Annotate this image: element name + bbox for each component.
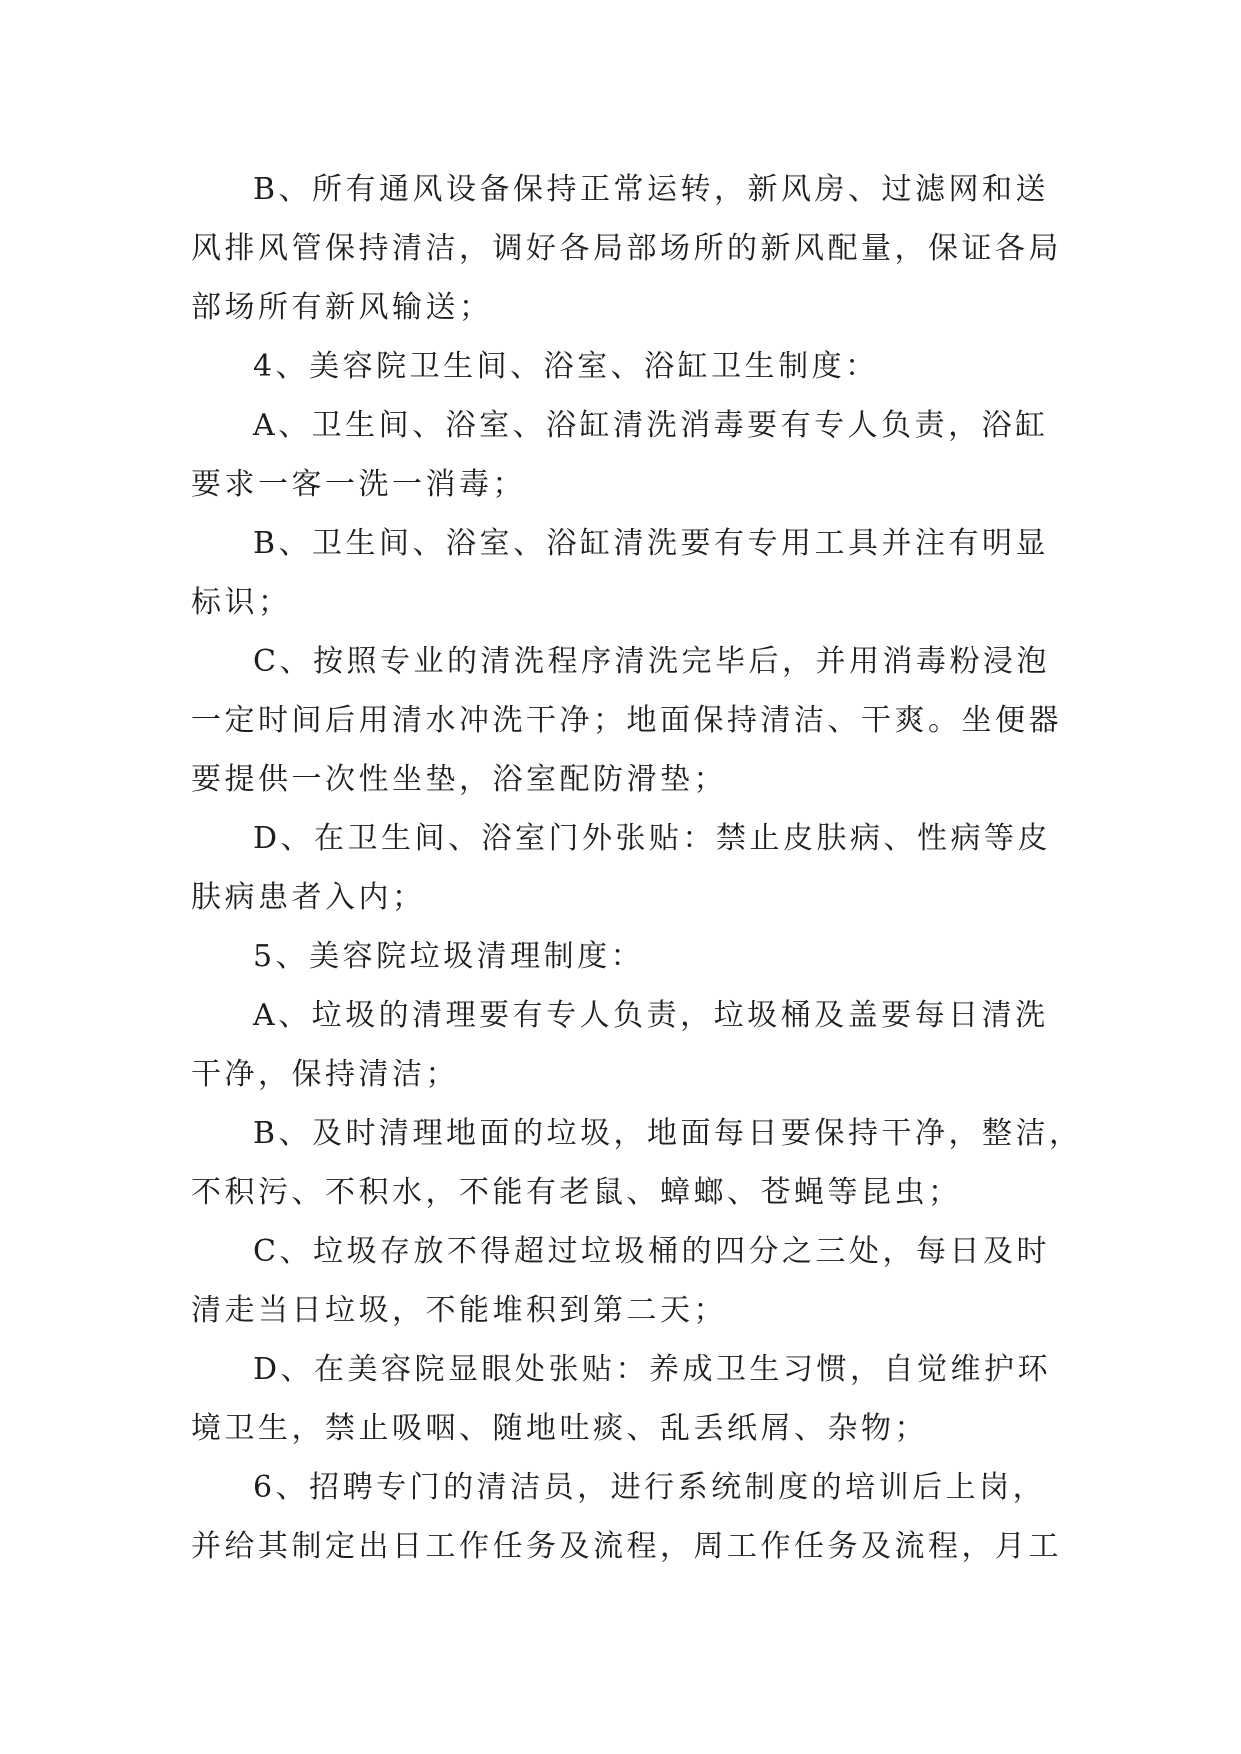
text-line: 不积污、不积水，不能有老鼠、蟑螂、苍蝇等昆虫； [191, 1175, 962, 1210]
section-heading-garbage [191, 927, 1071, 986]
text-line: B、所有通风设备保持正常运转，新风房、过滤网和送 [253, 172, 1050, 207]
text-line: A、卫生间、浴室、浴缸清洗消毒要有专人负责，浴缸 [253, 408, 1049, 443]
paragraph-garbage-c [191, 1222, 1071, 1340]
text-line: 4、美容院卫生间、浴室、浴缸卫生制度： [253, 349, 879, 384]
paragraph-ventilation-b [191, 160, 1071, 337]
text-line: 5、美容院垃圾清理制度： [253, 939, 645, 974]
text-line: 一定时间后用清水冲洗干净；地面保持清洁、干爽。坐便器 [191, 703, 1062, 738]
paragraph-garbage-b [191, 1104, 1083, 1222]
text-line: D、在卫生间、浴室门外张贴：禁止皮肤病、性病等皮 [253, 821, 1052, 856]
text-line: B、及时清理地面的垃圾，地面每日要保持干净，整洁， [253, 1116, 1083, 1151]
section-heading-bathroom [191, 337, 1071, 396]
paragraph-bathroom-d [191, 809, 1071, 927]
text-line: C、按照专业的清洗程序清洗完毕后，并用消毒粉浸泡 [253, 644, 1050, 679]
text-line: 要求一客一洗一消毒； [191, 467, 526, 502]
paragraph-bathroom-a [191, 396, 1071, 514]
text-line: C、垃圾存放不得超过垃圾桶的四分之三处，每日及时 [253, 1234, 1050, 1269]
section-heading-cleaner [191, 1458, 1071, 1576]
text-line: 风排风管保持清洁，调好各局部场所的新风配量，保证各局 [191, 231, 1062, 266]
document-body [191, 160, 1083, 1576]
text-line: A、垃圾的清理要有专人负责，垃圾桶及盖要每日清洗 [253, 998, 1049, 1033]
paragraph-garbage-a [191, 986, 1071, 1104]
text-line: 干净，保持清洁； [191, 1057, 459, 1092]
text-line: 标识； [191, 585, 292, 620]
text-line: 并给其制定出日工作任务及流程，周工作任务及流程，月工 [191, 1529, 1062, 1564]
text-line: 部场所有新风输送； [191, 290, 493, 325]
text-line: 肤病患者入内； [191, 880, 426, 915]
text-line: 6、招聘专门的清洁员，进行系统制度的培训后上岗， [253, 1470, 1047, 1505]
text-line: D、在美容院显眼处张贴：养成卫生习惯，自觉维护环 [253, 1352, 1052, 1387]
text-line: 境卫生，禁止吸咽、随地吐痰、乱丢纸屑、杂物； [191, 1411, 928, 1446]
text-line: B、卫生间、浴室、浴缸清洗要有专用工具并注有明显 [253, 526, 1050, 561]
paragraph-bathroom-b [191, 514, 1071, 632]
paragraph-garbage-d [191, 1340, 1071, 1458]
paragraph-bathroom-c [191, 632, 1071, 809]
text-line: 清走当日垃圾，不能堆积到第二天； [191, 1293, 727, 1328]
text-line: 要提供一次性坐垫，浴室配防滑垫； [191, 762, 727, 797]
